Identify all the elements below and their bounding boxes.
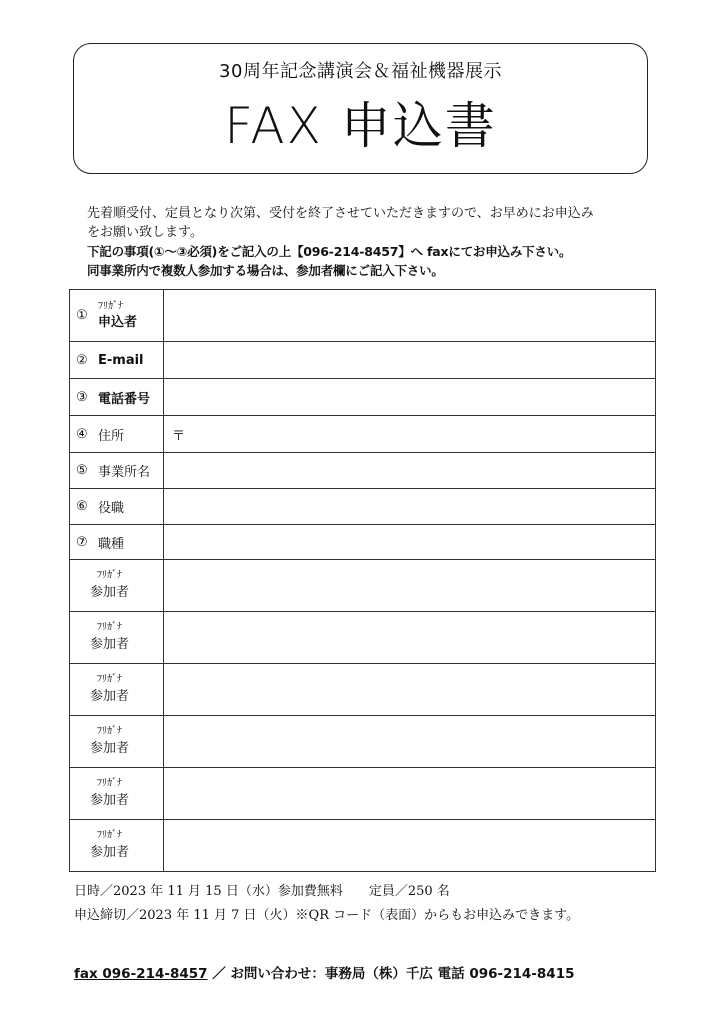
participant-row (70, 612, 656, 664)
position-number: ⑥ (76, 499, 88, 514)
participant-field[interactable] (164, 820, 656, 872)
intro-text (87, 204, 662, 280)
email-number: ② (76, 352, 88, 368)
occupation-number: ⑦ (76, 534, 88, 550)
intro-line-3: 下記の事項(①～③必須)をご記入の上【096-214-8457】へ faxにてお申込み下さい。 (87, 244, 572, 259)
contact-separator: ／ (212, 966, 226, 982)
event-subtitle: 30周年記念講演会＆福祉機器展示 (219, 61, 502, 82)
participant-label-cell (70, 820, 164, 872)
phone-label-cell (70, 379, 164, 416)
participant-field[interactable] (164, 560, 656, 612)
applicant-label: 申込者 (98, 314, 138, 330)
contact-line (74, 962, 574, 982)
phone-label: 電話番号 (98, 391, 151, 407)
participant-furigana: ﾌﾘｶﾞﾅ (97, 726, 122, 737)
participant-label-cell (70, 664, 164, 716)
application-form (69, 289, 656, 872)
event-date: 日時／2023 年 11 月 15 日（水）参加費無料 定員／250 名 (74, 884, 450, 899)
event-info (74, 880, 579, 928)
participant-furigana: ﾌﾘｶﾞﾅ (97, 830, 122, 841)
fax-number: fax 096-214-8457 (74, 966, 208, 982)
email-label: E-mail (98, 352, 144, 368)
intro-line-2: をお願い致します。 (87, 225, 203, 240)
email-label-cell (70, 342, 164, 379)
participant-field[interactable] (164, 716, 656, 768)
form-row-occupation (70, 525, 656, 560)
participant-field[interactable] (164, 612, 656, 664)
address-label: 住所 (98, 428, 125, 444)
contact-info: お問い合わせ：事務局（株）千広 電話 096-214-8415 (230, 966, 575, 982)
participant-row (70, 664, 656, 716)
form-row-position (70, 489, 656, 525)
office-number: ⑤ (76, 463, 88, 478)
applicant-label-cell (70, 290, 164, 342)
position-label: 役職 (98, 501, 125, 516)
form-row-applicant (70, 290, 656, 342)
participant-furigana: ﾌﾘｶﾞﾅ (97, 570, 122, 581)
participant-label: 参加者 (89, 637, 129, 652)
office-label: 事業所名 (98, 465, 151, 480)
participant-label: 参加者 (89, 793, 129, 808)
participant-row (70, 768, 656, 820)
occupation-field[interactable] (164, 525, 656, 560)
applicant-field[interactable] (164, 290, 656, 342)
address-label-cell (70, 416, 164, 453)
participant-label: 参加者 (89, 585, 129, 600)
form-row-email (70, 342, 656, 379)
office-label-cell (70, 453, 164, 489)
participant-label: 参加者 (89, 741, 129, 756)
position-field[interactable] (164, 489, 656, 525)
form-row-address (70, 416, 656, 453)
intro-line-4: 同事業所内で複数人参加する場合は、参加者欄にご記入下さい。 (87, 263, 444, 278)
participant-label: 参加者 (89, 689, 129, 704)
participant-furigana: ﾌﾘｶﾞﾅ (97, 674, 122, 685)
participant-label: 参加者 (89, 845, 129, 860)
office-field[interactable] (164, 453, 656, 489)
occupation-label: 職種 (98, 536, 125, 552)
participant-field[interactable] (164, 768, 656, 820)
form-row-office (70, 453, 656, 489)
participant-label-cell (70, 716, 164, 768)
participant-label-cell (70, 612, 164, 664)
phone-number: ③ (76, 389, 88, 405)
email-field[interactable] (164, 342, 656, 379)
intro-line-1: 先着順受付、定員となり次第、受付を終了させていただきますので、お早めにお申込み (87, 206, 594, 221)
participant-label-cell (70, 560, 164, 612)
occupation-label-cell (70, 525, 164, 560)
page-title: FAX 申込書 (224, 97, 497, 155)
address-number: ④ (76, 426, 88, 442)
form-row-phone (70, 379, 656, 416)
application-deadline: 申込締切／2023 年 11 月 7 日（火）※QR コード（表面）からもお申込みできます。 (74, 908, 580, 923)
participant-furigana: ﾌﾘｶﾞﾅ (97, 622, 122, 633)
applicant-furigana: ﾌﾘｶﾞﾅ (98, 300, 123, 312)
postal-mark: 〒 (172, 428, 186, 444)
phone-field[interactable] (164, 379, 656, 416)
address-field[interactable] (164, 416, 656, 453)
applicant-number: ① (76, 308, 88, 323)
participant-label-cell (70, 768, 164, 820)
participant-row (70, 560, 656, 612)
participant-row (70, 716, 656, 768)
position-label-cell (70, 489, 164, 525)
title-box (73, 43, 648, 174)
participant-furigana: ﾌﾘｶﾞﾅ (97, 778, 122, 789)
participant-row (70, 820, 656, 872)
participant-field[interactable] (164, 664, 656, 716)
